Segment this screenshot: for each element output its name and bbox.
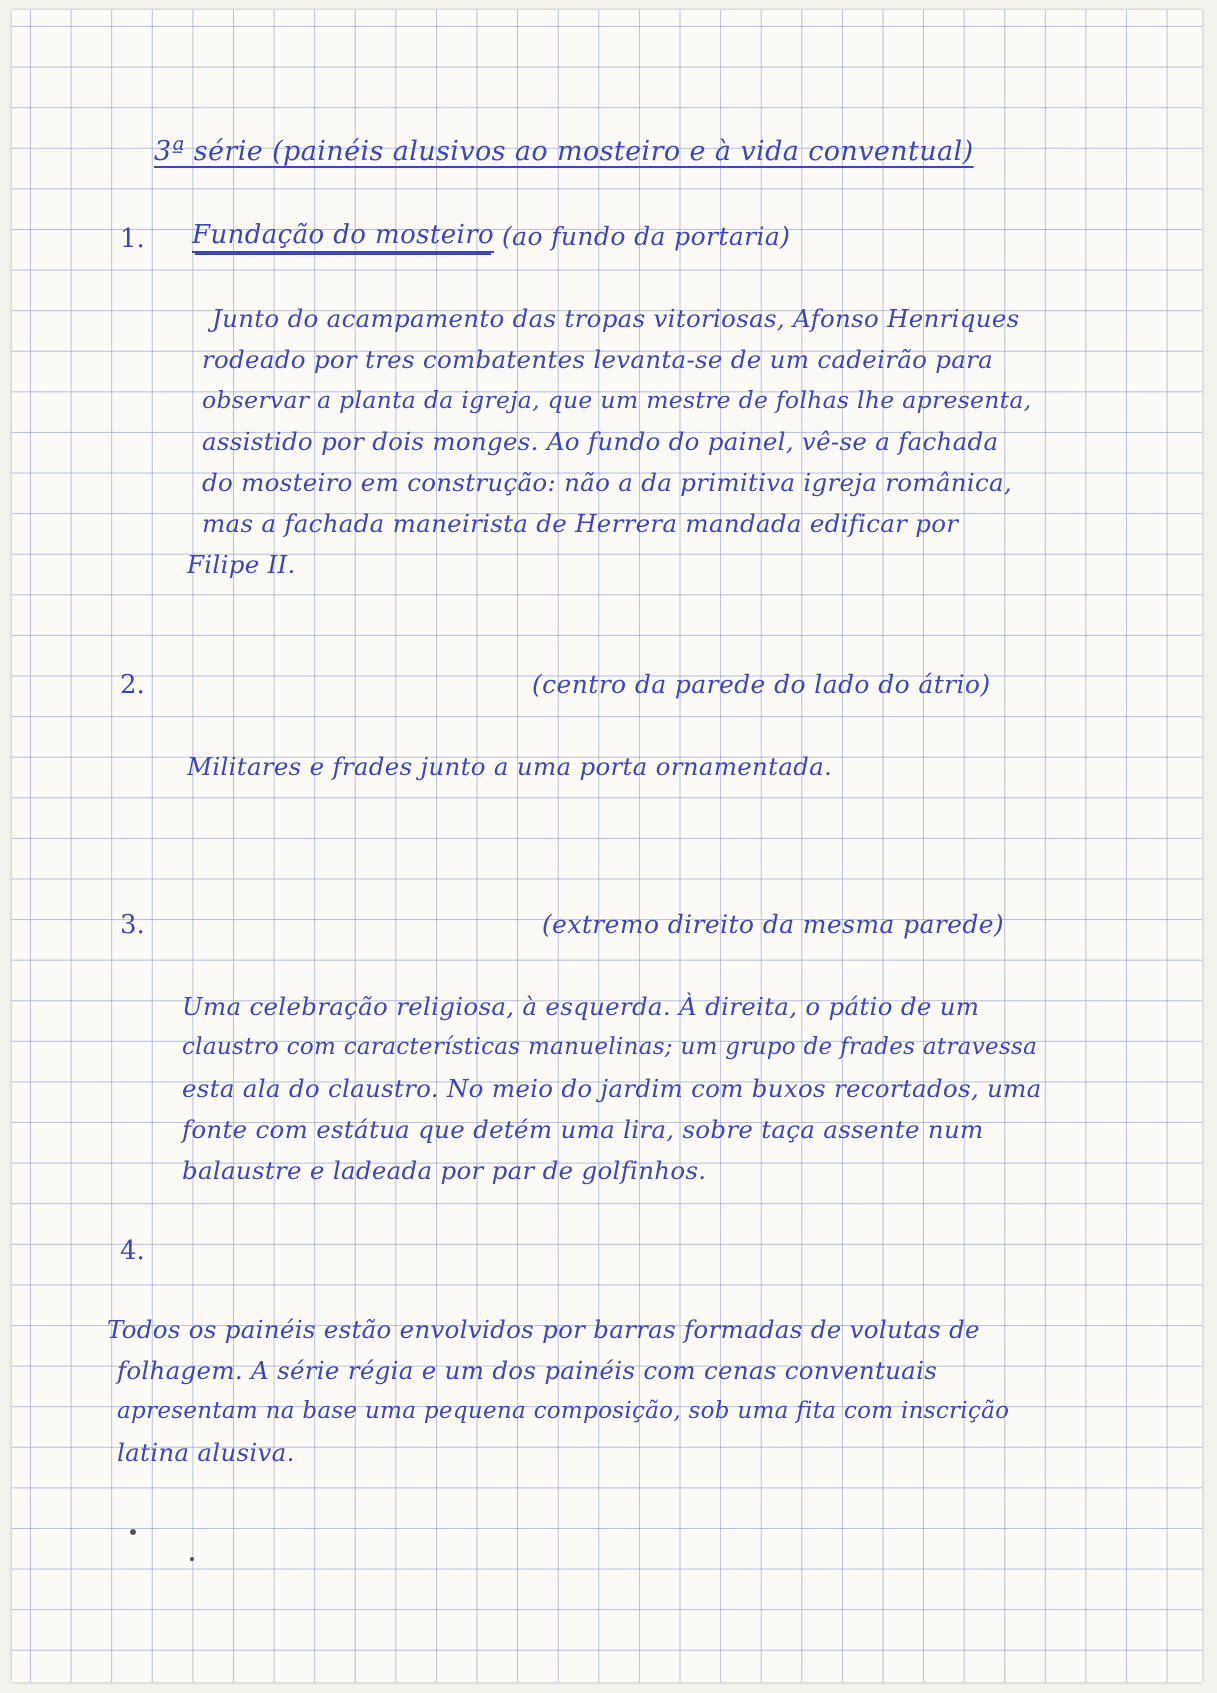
item-1-line: observar a planta da igreja, que um mestre de folhas lhe apresenta, (202, 386, 1032, 414)
notebook-page (12, 10, 1202, 1682)
closing-line: folhagem. A série régia e um dos painéis com cenas conventuais (117, 1356, 938, 1385)
item-2-location: (centro da parede do lado do átrio) (532, 670, 991, 699)
item-2-number: 2. (120, 670, 145, 700)
item-4-number: 4. (120, 1236, 145, 1266)
item-1-line: mas a fachada maneirista de Herrera mandada edificar por (202, 509, 959, 538)
item-3-line: claustro com características manuelinas; um grupo de frades atravessa (182, 1034, 1038, 1060)
closing-line: apresentam na base uma pequena composição, sob uma fita com inscrição (117, 1398, 1010, 1424)
item-1-location: (ao fundo da portaria) (502, 222, 791, 251)
item-1-line: assistido por dois monges. Ao fundo do painel, vê-se a fachada (202, 427, 999, 456)
ink-dot (130, 1529, 136, 1535)
item-1-line: Junto do acampamento das tropas vitoriosas, Afonso Henriques (212, 304, 1020, 333)
item-2-line: Militares e frades junto a uma porta ornamentada. (187, 752, 833, 781)
item-3-location: (extremo direito da mesma parede) (542, 910, 1005, 939)
closing-line: latina alusiva. (117, 1438, 295, 1467)
closing-line: Todos os painéis estão envolvidos por barras formadas de volutas de (107, 1315, 980, 1344)
item-3-line: Uma celebração religiosa, à esquerda. À direita, o pátio de um (182, 992, 980, 1021)
ink-dot (190, 1557, 194, 1561)
item-3-line: fonte com estátua que detém uma lira, sobre taça assente num (182, 1115, 984, 1144)
item-1-line: rodeado por tres combatentes levanta-se de um cadeirão para (202, 345, 994, 374)
item-3-line: balaustre e ladeada por par de golfinhos. (182, 1156, 707, 1185)
item-1-line: Filipe II. (187, 550, 296, 579)
page-heading: 3ª série (painéis alusivos ao mosteiro e à vida conventual) (154, 136, 974, 167)
item-1-number: 1. (120, 224, 145, 254)
item-1-line: do mosteiro em construção: não a da primitiva igreja românica, (202, 468, 1012, 497)
item-3-number: 3. (120, 910, 145, 940)
item-1-title: Fundação do mosteiro (192, 222, 494, 253)
item-3-line: esta ala do claustro. No meio do jardim com buxos recortados, uma (182, 1074, 1042, 1103)
